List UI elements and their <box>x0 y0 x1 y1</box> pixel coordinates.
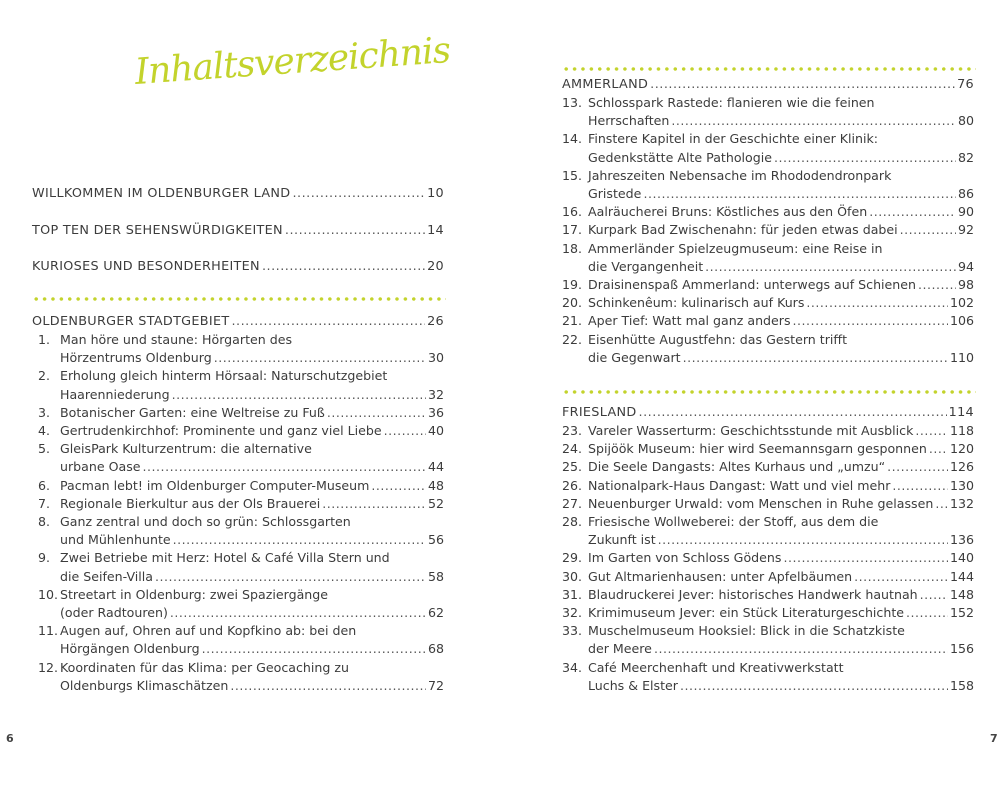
leader-dots <box>170 604 426 622</box>
section-title: FRIESLAND <box>562 405 637 420</box>
leader-dots <box>143 458 426 476</box>
leader-dots <box>230 677 426 695</box>
toc-section-friesland[interactable] <box>562 404 974 422</box>
leader-dots <box>906 604 948 622</box>
entry-title: Aper Tief: Watt mal ganz anders <box>588 313 791 329</box>
page-number: 36 <box>427 404 444 420</box>
section-title: TOP TEN DER SEHENSWÜRDIGKEITEN <box>32 223 283 238</box>
entry-number: 28. <box>562 514 583 529</box>
entry-number: 32. <box>562 605 583 620</box>
entry-title: Im Garten von Schloss Gödens <box>588 550 782 566</box>
leader-dots <box>173 531 426 549</box>
leader-dots <box>384 422 426 440</box>
leader-dots <box>935 495 948 513</box>
leader-dots <box>322 495 426 513</box>
entry-number: 16. <box>562 204 583 220</box>
page-number: 118 <box>949 423 974 438</box>
leader-dots <box>783 549 948 567</box>
leader-dots <box>650 76 955 94</box>
entry-title: Eisenhütte Augustfehn: das Gestern trifft <box>588 331 848 347</box>
entry-title-continued: der Meere <box>588 641 652 657</box>
leader-dots <box>643 185 956 203</box>
section-title: OLDENBURGER STADTGEBIET <box>32 314 230 329</box>
entry-title: Friesische Wollweberei: der Stoff, aus dem die <box>588 514 879 529</box>
leader-dots <box>639 404 947 422</box>
page-number: 32 <box>427 386 444 402</box>
leader-dots <box>705 258 956 276</box>
leader-dots <box>854 568 948 586</box>
leader-dots <box>371 477 426 495</box>
leader-dots <box>793 312 948 330</box>
entry-title: Muschelmuseum Hooksiel: Blick in die Schatzkiste <box>588 623 905 639</box>
entry-title-continued: Hörzentrums Oldenburg <box>60 350 212 366</box>
page-number: 158 <box>949 677 974 693</box>
entry-title: Schlosspark Rastede: flanieren wie die feinen <box>588 95 875 110</box>
entry-number: 27. <box>562 495 583 511</box>
entry-title: Vareler Wasserturm: Geschichtsstunde mit Ausblick <box>588 423 914 438</box>
entry-number: 15. <box>562 167 583 183</box>
page-number: 130 <box>949 477 974 493</box>
toc-title: Inhaltsverzeichnis <box>133 30 452 93</box>
entry-number: 33. <box>562 623 583 639</box>
entry-title: Man höre und staune: Hörgarten des <box>60 332 293 347</box>
page-number: 40 <box>427 423 444 438</box>
entry-number: 13. <box>562 95 583 110</box>
entry-title: Die Seele Dangasts: Altes Kurhaus und „umzu“ <box>588 459 886 475</box>
entry-title: Regionale Bierkultur aus der Ols Brauerei <box>60 495 321 511</box>
entry-number: 4. <box>38 423 51 438</box>
toc-section-top-ten[interactable] <box>32 222 444 240</box>
leader-dots <box>806 294 948 312</box>
entry-number: 5. <box>38 441 51 457</box>
section-title: AMMERLAND <box>562 77 649 92</box>
entry-title: Nationalpark-Haus Dangast: Watt und viel mehr <box>588 477 891 493</box>
leader-dots <box>671 112 956 130</box>
page-number: 80 <box>957 113 974 129</box>
page-number: 94 <box>957 258 974 274</box>
page-number: 110 <box>949 349 974 365</box>
entry-title: Kurpark Bad Zwischenahn: für jeden etwas dabei <box>588 222 898 238</box>
page-number: 68 <box>427 641 444 657</box>
toc-section-kurioses[interactable] <box>32 258 444 276</box>
page-number: 20 <box>427 259 444 274</box>
leader-dots <box>915 422 948 440</box>
entry-number: 17. <box>562 222 583 238</box>
page-number: 56 <box>427 532 444 548</box>
leader-dots <box>929 440 948 458</box>
entry-title: Schinkenêum: kulinarisch auf Kurs <box>588 295 805 311</box>
page-number: 82 <box>957 149 974 165</box>
entry-title: Café Meerchenhaft und Kreativwerkstatt <box>588 659 844 675</box>
page-number: 152 <box>949 605 974 620</box>
leader-dots <box>327 404 426 422</box>
entry-title: Pacman lebt! im Oldenburger Computer-Museum <box>60 477 370 493</box>
entry-title-continued: Zukunft ist <box>588 532 656 548</box>
entry-number: 14. <box>562 131 583 147</box>
page-number: 26 <box>427 314 444 329</box>
entry-number: 19. <box>562 277 583 292</box>
toc-section-oldenburg[interactable] <box>32 313 444 331</box>
page-number: 106 <box>949 313 974 329</box>
leader-dots <box>214 349 426 367</box>
entry-number: 10. <box>38 586 59 602</box>
entry-title: Krimimuseum Jever: ein Stück Literaturgeschichte <box>588 605 905 620</box>
page-number: 72 <box>427 677 444 693</box>
section-title: WILLKOMMEN IM OLDENBURGER LAND <box>32 186 291 201</box>
entry-title: Spijöök Museum: hier wird Seemannsgarn gesponnen <box>588 441 927 457</box>
entry-title: Neuenburger Urwald: vom Menschen in Ruhe gelassen <box>588 495 934 511</box>
entry-title: Ammerländer Spielzeugmuseum: eine Reise in <box>588 240 883 256</box>
entry-title-continued: Gristede <box>588 186 642 201</box>
page-number: 10 <box>427 186 444 201</box>
page-number: 92 <box>957 222 974 238</box>
entry-number: 29. <box>562 550 583 566</box>
entry-title: Aalräucherei Bruns: Köstliches aus den Öfen <box>588 204 868 220</box>
leader-dots <box>292 185 425 203</box>
entry-title: Streetart in Oldenburg: zwei Spaziergänge <box>60 586 329 602</box>
leader-dots <box>155 568 426 586</box>
leader-dots <box>892 477 948 495</box>
page-number: 58 <box>427 568 444 584</box>
section-title: KURIOSES UND BESONDERHEITEN <box>32 259 260 274</box>
page-number: 144 <box>949 568 974 584</box>
page-number: 102 <box>949 295 974 311</box>
leader-dots <box>262 258 425 276</box>
entry-title: Augen auf, Ohren auf und Kopfkino ab: bei den <box>60 623 357 639</box>
dotted-divider <box>32 297 446 301</box>
leader-dots <box>900 221 956 239</box>
entry-number: 31. <box>562 586 583 602</box>
page-folio: 6 <box>6 732 14 745</box>
leader-dots <box>887 458 948 476</box>
entry-title: Koordinaten für das Klima: per Geocaching zu <box>60 659 349 675</box>
toc-section-ammerland[interactable] <box>562 76 974 94</box>
page-number: 90 <box>957 204 974 220</box>
entry-number: 26. <box>562 477 583 493</box>
entry-title: Ganz zentral und doch so grün: Schlossgarten <box>60 514 351 529</box>
entry-title-continued: Haarenniederung <box>60 386 170 402</box>
leader-dots <box>231 313 425 331</box>
entry-number: 3. <box>38 404 51 420</box>
entry-title-continued: Herrschaften <box>588 113 670 129</box>
leader-dots <box>774 149 956 167</box>
leader-dots <box>658 531 948 549</box>
page-number: 44 <box>427 459 444 475</box>
page-number: 30 <box>427 350 444 366</box>
entry-number: 7. <box>38 495 51 511</box>
page-number: 140 <box>949 550 974 566</box>
entry-number: 18. <box>562 240 583 256</box>
entry-number: 23. <box>562 423 583 438</box>
entry-title-continued: urbane Oase <box>60 459 141 475</box>
entry-number: 11. <box>38 623 59 639</box>
entry-title-continued: Luchs & Elster <box>588 677 678 693</box>
entry-title: GleisPark Kulturzentrum: die alternative <box>60 441 312 457</box>
dotted-divider <box>562 390 976 394</box>
page-number: 126 <box>949 459 974 475</box>
entry-number: 20. <box>562 295 583 311</box>
entry-number: 8. <box>38 514 51 529</box>
leader-dots <box>680 677 948 695</box>
entry-number: 24. <box>562 441 583 457</box>
entry-title: Gertrudenkirchhof: Prominente und ganz viel Liebe <box>60 423 382 438</box>
entry-title: Finstere Kapitel in der Geschichte einer Klinik: <box>588 131 879 147</box>
entry-title-continued: Oldenburgs Klimaschätzen <box>60 677 229 693</box>
entry-number: 34. <box>562 659 583 675</box>
leader-dots <box>654 640 948 658</box>
page-number: 120 <box>949 441 974 457</box>
leader-dots <box>918 276 956 294</box>
leader-dots <box>285 222 425 240</box>
entry-title-continued: Hörgängen Oldenburg <box>60 641 200 657</box>
entry-title: Erholung gleich hinterm Hörsaal: Naturschutzgebiet <box>60 368 388 384</box>
page-number: 14 <box>427 223 444 238</box>
entry-title: Botanischer Garten: eine Weltreise zu Fuß <box>60 404 325 420</box>
leader-dots <box>920 586 948 604</box>
entry-number: 22. <box>562 331 583 347</box>
entry-title-continued: (oder Radtouren) <box>60 605 168 620</box>
leader-dots <box>683 349 948 367</box>
entry-number: 9. <box>38 550 51 566</box>
entry-title-continued: die Gegenwart <box>588 349 681 365</box>
entry-title: Zwei Betriebe mit Herz: Hotel & Café Villa Stern und <box>60 550 390 566</box>
entry-title-continued: die Seifen-Villa <box>60 568 154 584</box>
entry-number: 12. <box>38 659 59 675</box>
entry-number: 6. <box>38 477 51 493</box>
entry-number: 30. <box>562 568 583 584</box>
leader-dots <box>202 640 426 658</box>
entry-title: Blaudruckerei Jever: historisches Handwerk hautnah <box>588 586 918 602</box>
page-number: 114 <box>948 405 974 420</box>
page-number: 148 <box>949 586 974 602</box>
entry-title-continued: und Mühlenhunte <box>60 532 171 548</box>
page-number: 52 <box>427 495 444 511</box>
page-number: 156 <box>949 641 974 657</box>
entry-title: Jahreszeiten Nebensache im Rhododendronpark <box>588 167 892 183</box>
entry-title-continued: die Vergangenheit <box>588 258 704 274</box>
dotted-divider <box>562 67 976 71</box>
entry-number: 21. <box>562 313 583 329</box>
entry-number: 25. <box>562 459 583 475</box>
page-number: 86 <box>957 186 974 201</box>
page-folio: 7 <box>990 732 998 745</box>
right-page <box>500 0 1000 800</box>
page-number: 132 <box>949 495 974 511</box>
page-number: 136 <box>949 532 974 548</box>
entry-title: Gut Altmarienhausen: unter Apfelbäumen <box>588 568 853 584</box>
toc-section-willkommen[interactable] <box>32 185 444 203</box>
entry-title: Draisinenspaß Ammerland: unterwegs auf Schienen <box>588 277 917 292</box>
page-number: 48 <box>427 477 444 493</box>
page-number: 76 <box>957 77 974 92</box>
page-number: 62 <box>427 605 444 620</box>
page-number: 98 <box>957 277 974 292</box>
entry-number: 1. <box>38 332 51 347</box>
entry-title-continued: Gedenkstätte Alte Pathologie <box>588 149 772 165</box>
leader-dots <box>869 203 956 221</box>
leader-dots <box>172 386 426 404</box>
entry-number: 2. <box>38 368 51 384</box>
